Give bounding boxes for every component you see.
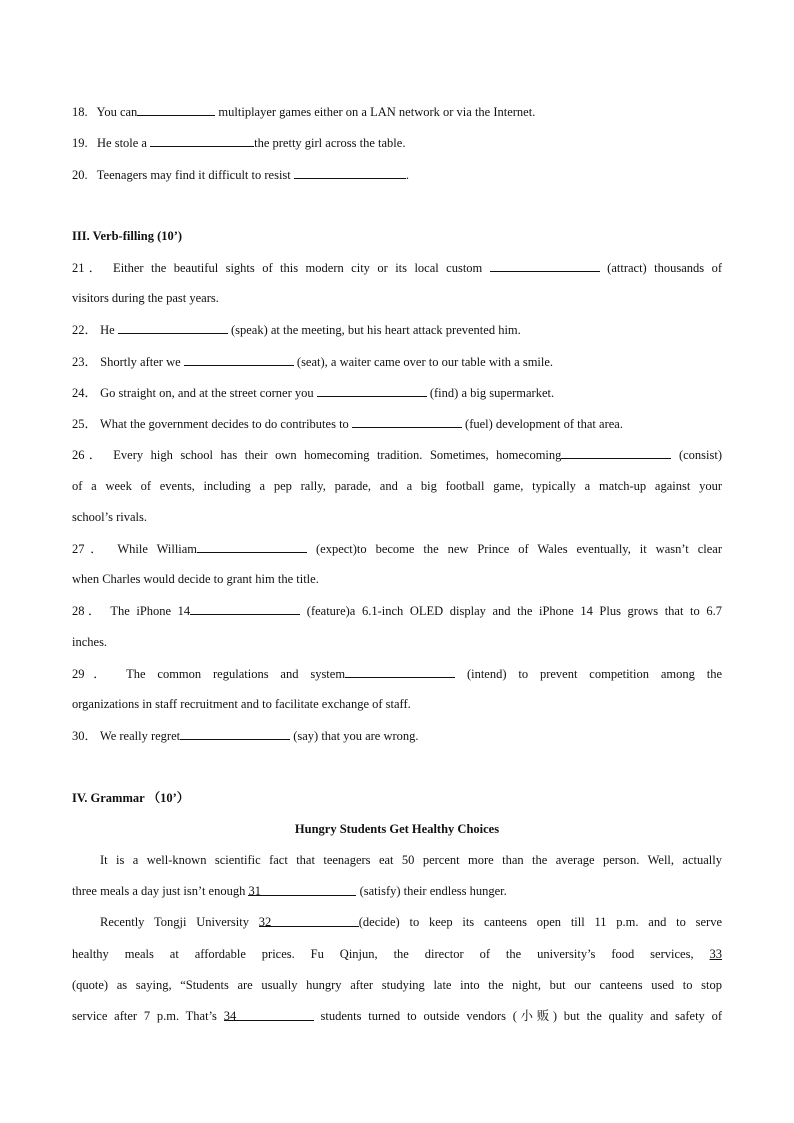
question-18: 18. You can multiplayer games either on a LAN network or via the Internet. [72,105,536,119]
question-27-cont: when Charles would decide to grant him the title. [72,572,319,586]
question-24: 24． Go straight on, and at the street corner you (find) a big supermarket. [72,386,555,400]
answer-blank[interactable] [490,259,600,272]
question-20: 20. Teenagers may find it difficult to resist . [72,168,410,182]
question-19: 19. He stole a the pretty girl across the table. [72,136,406,150]
question-29-cont: organizations in staff recruitment and to facilitate exchange of staff. [72,697,411,711]
question-number: 18. [72,105,88,119]
question-number: 20. [72,168,88,182]
question-25: 25． What the government decides to do contributes to (fuel) development of that area. [72,417,623,431]
question-28: 28． The iPhone 14 (feature)a 6.1-inch OLED display and the iPhone 14 Plus grows that to 6.7 [72,604,722,618]
answer-blank[interactable] [118,321,228,334]
passage-line: three meals a day just isn’t enough 31 (satisfy) their endless hunger. [72,884,507,898]
question-26-cont: of a week of events, including a pep rally, parade, and a big football game, typically a match-up against your [72,479,722,493]
question-26-cont: school’s rivals. [72,510,147,524]
answer-blank[interactable] [352,415,462,428]
answer-blank[interactable] [137,103,215,116]
passage-line: service after 7 p.m. That’s 34 students turned to outside vendors (小贩) but the quality and safety of [72,1009,722,1023]
blank-33[interactable]: 33 [709,947,723,961]
section-heading: IV. Grammar （10’） [72,791,190,805]
question-21-cont: visitors during the past years. [72,291,219,305]
answer-blank[interactable] [190,602,300,615]
question-22: 22． He (speak) at the meeting, but his heart attack prevented him. [72,323,521,337]
blank-34[interactable]: 34 [224,1008,314,1021]
answer-blank[interactable] [345,665,455,678]
answer-blank[interactable] [150,134,254,147]
question-23: 23． Shortly after we (seat), a waiter came over to our table with a smile. [72,355,554,369]
answer-blank[interactable] [561,446,671,459]
passage-line: healthy meals at affordable prices. Fu Qinjun, the director of the university’s food services, 33 [72,947,723,961]
blank-32[interactable]: 32 [259,914,359,927]
question-27: 27． While William (expect)to become the new Prince of Wales eventually, it wasn’t clear [72,542,722,556]
answer-blank[interactable] [197,540,307,553]
answer-blank[interactable] [294,166,406,179]
answer-blank[interactable] [317,384,427,397]
question-29: 29． The common regulations and system (intend) to prevent competition among the [72,667,723,681]
passage-title: Hungry Students Get Healthy Choices [294,822,500,836]
question-26: 26． Every high school has their own homecoming tradition. Sometimes, homecoming (consist) [72,448,722,462]
question-28-cont: inches. [72,635,108,649]
question-30: 30． We really regret (say) that you are wrong. [72,729,419,743]
passage-line: (quote) as saying, “Students are usually hungry after studying late into the night, but our canteens used to stop [72,978,722,992]
section-heading: III. Verb-filling (10’) [72,229,183,243]
answer-blank[interactable] [184,353,294,366]
blank-31[interactable]: 31 [248,883,356,896]
answer-blank[interactable] [180,727,290,740]
question-number: 19. [72,136,88,150]
question-21: 21． Either the beautiful sights of this modern city or its local custom (attract) thousands of [72,261,722,275]
passage-line: It is a well-known scientific fact that teenagers eat 50 percent more than the average person. Well, actually [100,853,722,867]
passage-line: Recently Tongji University 32 (decide) to keep its canteens open till 11 p.m. and to serve [100,915,722,929]
